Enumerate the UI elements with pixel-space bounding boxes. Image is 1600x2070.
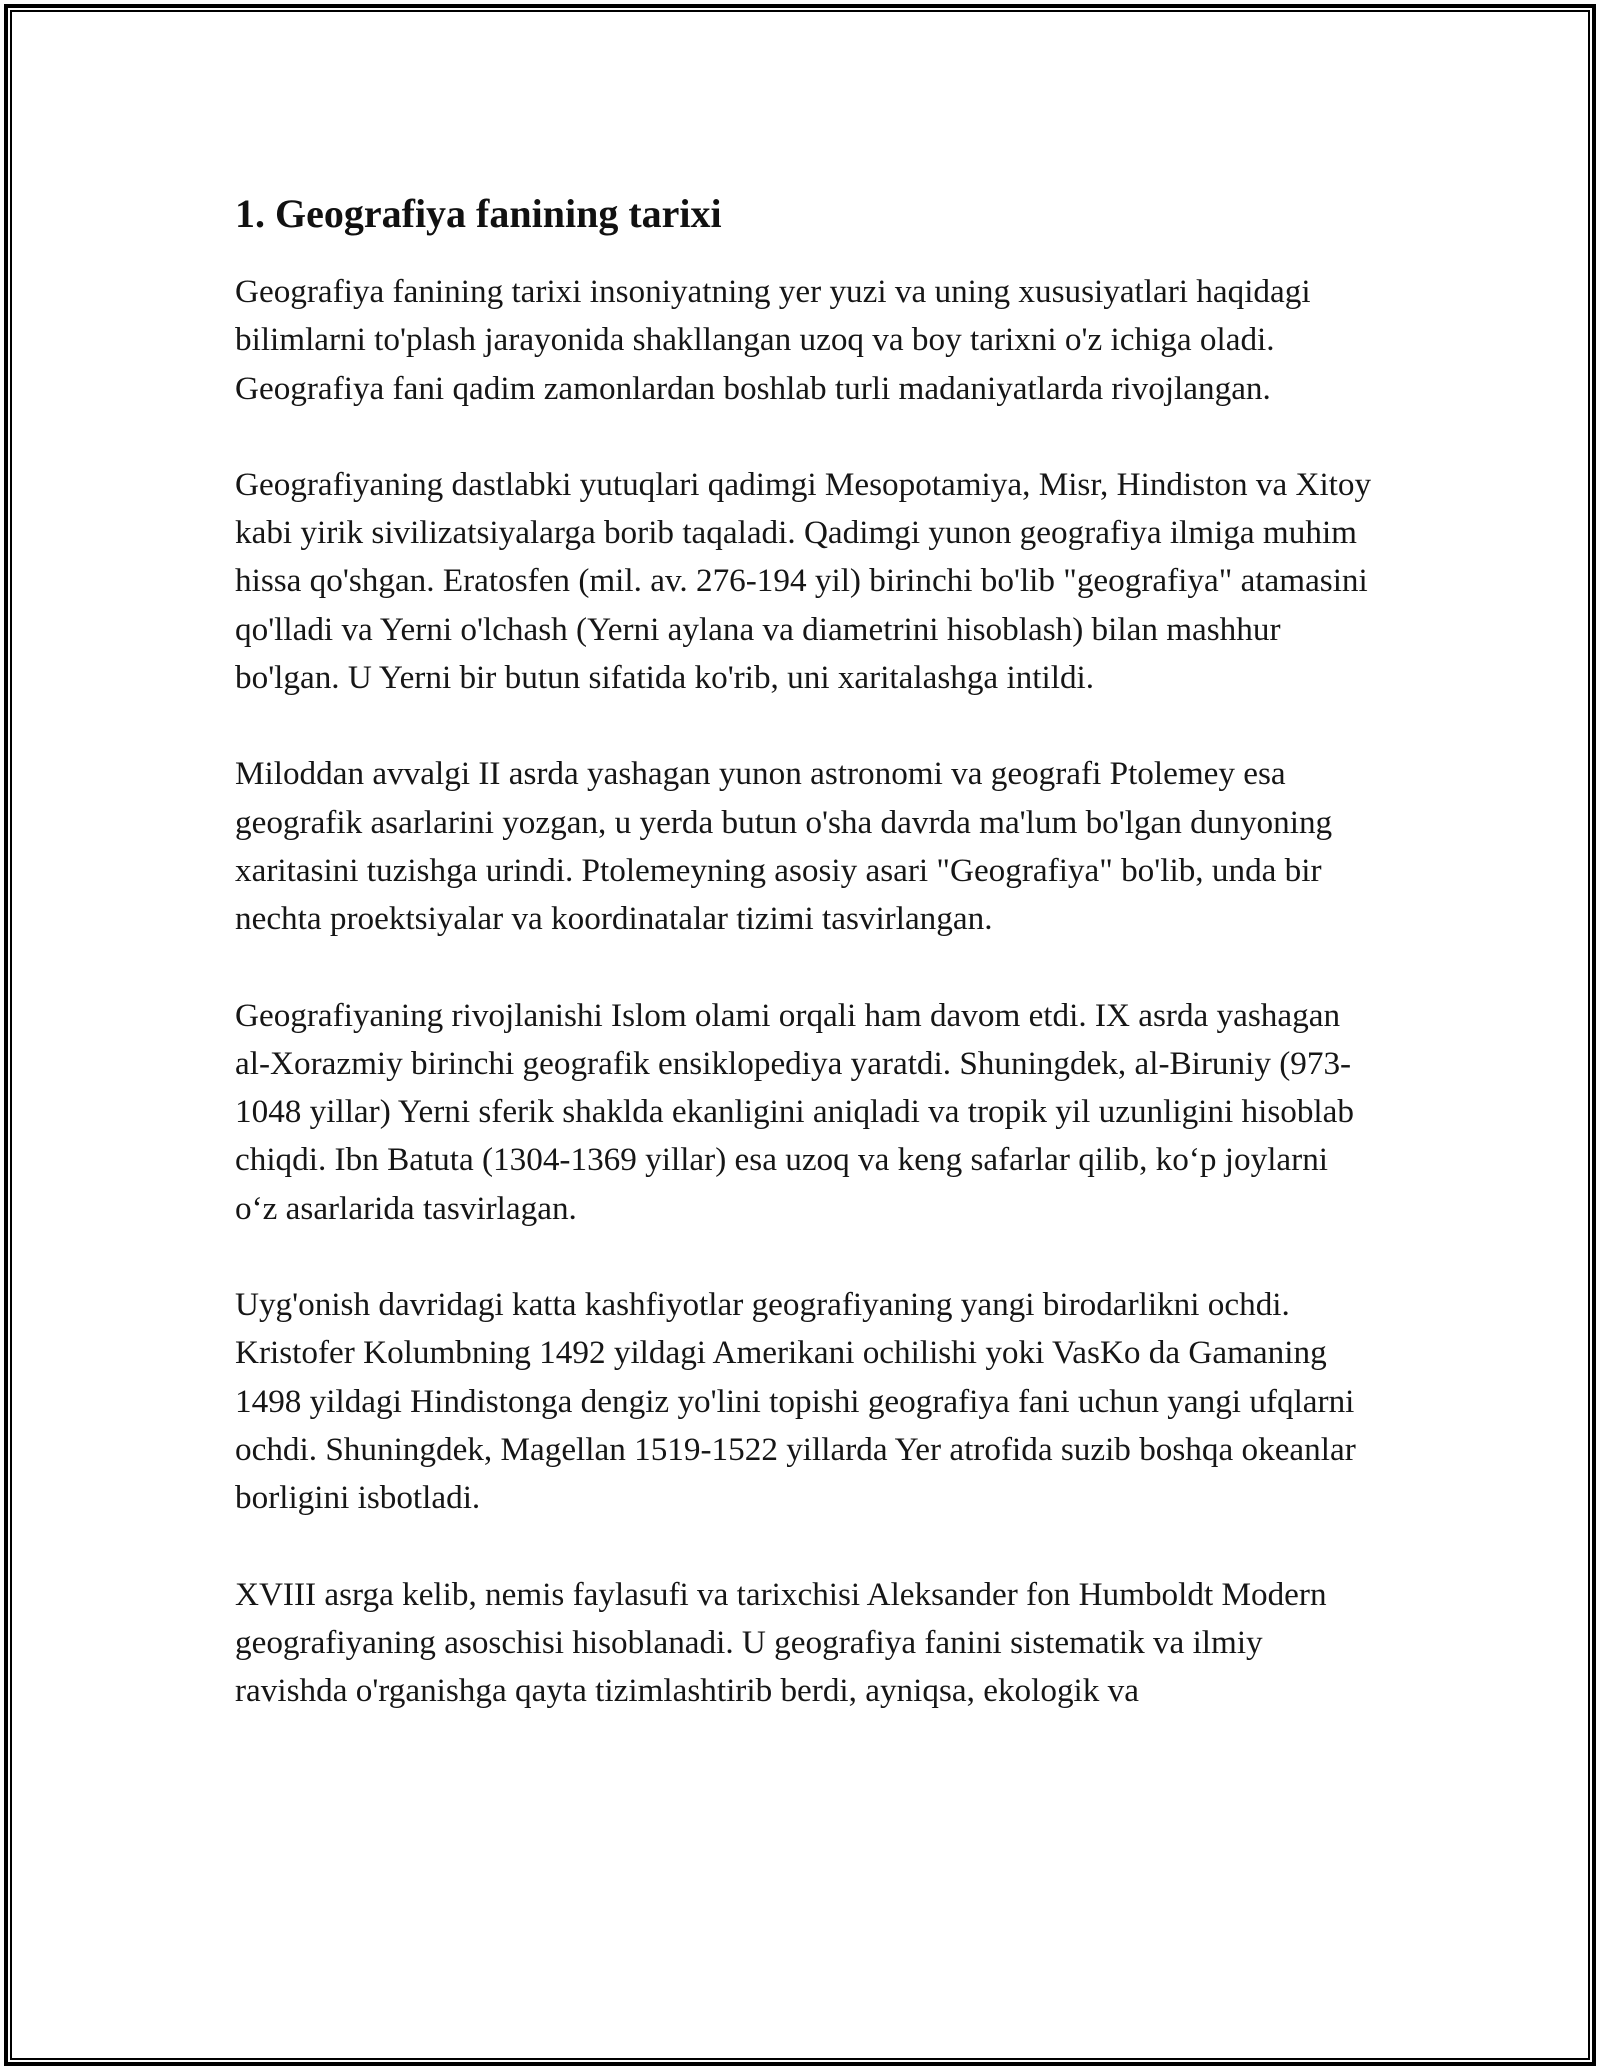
paragraph-renaissance-discoveries: Uyg'onish davridagi katta kashfiyotlar geografiyaning yangi birodarlikni ochdi. Kristofer Kolumbning 1492 yildagi Amerikani ochilishi yoki VasKo da Gamaning 1498 yildagi Hindistonga dengiz yo'lini topishi geografiya fani uchun yangi ufqlarni ochdi. Shuningdek, Magellan 1519-1522 yillarda Yer atrofida suzib boshqa okeanlar borligini isbotladi. [235,1286,1356,1517]
document-body [235,186,1375,1763]
paragraph-humboldt: XVIII asrga kelib, nemis faylasufi va tarixchisi Aleksander fon Humboldt Modern geografiyaning asoschisi hisoblanadi. U geografiya fanini sistematik va ilmiy ravishda o'rganishga qayta tizimlashtirib berdi, ayniqsa, ekologik va [235,1575,1327,1710]
paragraph-islamic-world: Geografiyaning rivojlanishi Islom olami orqali ham davom etdi. IX asrda yashagan al-Xorazmiy birinchi geografik ensiklopediya yaratdi. Shuningdek, al-Biruniy (973-1048 yillar) Yerni sferik shaklda ekanligini aniqladi va tropik yil uzunligini hisoblab chiqdi. Ibn Batuta (1304-1369 yillar) esa uzoq va keng safarlar qilib, ko‘p joylarni o‘z asarlarida tasvirlagan. [235,996,1354,1227]
paragraph-ancient-civilizations: Geografiyaning dastlabki yutuqlari qadimgi Mesopotamiya, Misr, Hindiston va Xitoy kabi yirik sivilizatsiyalarga borib taqaladi. Qadimgi yunon geografiya ilmiga muhim hissa qo'shgan. Eratosfen (mil. av. 276-194 yil) birinchi bo'lib "geografiya" atamasini qo'lladi va Yerni o'lchash (Yerni aylana va diametrini hisoblash) bilan mashhur bo'lgan. U Yerni bir butun sifatida ko'rib, uni xaritalashga intildi. [235,465,1372,697]
paragraph-ptolemy: Miloddan avvalgi II asrda yashagan yunon astronomi va geografi Ptolemey esa geografik asarlarini yozgan, u yerda butun o'sha davrda ma'lum bo'lgan dunyoning xaritasini tuzishga urindi. Ptolemeyning asosiy asari "Geografiya" bo'lib, unda bir nechta proektsiyalar va koordinatalar tizimi tasvirlangan. [235,755,1333,938]
section-heading: 1. Geografiya fanining tarixi [235,191,722,236]
paragraph-intro: Geografiya fanining tarixi insoniyatning yer yuzi va uning xususiyatlari haqidagi bilimlarni to'plash jarayonida shakllangan uzoq va boy tarixni o'z ichiga oladi. Geografiya fani qadim zamonlardan boshlab turli madaniyatlarda rivojlangan. [235,273,1311,407]
